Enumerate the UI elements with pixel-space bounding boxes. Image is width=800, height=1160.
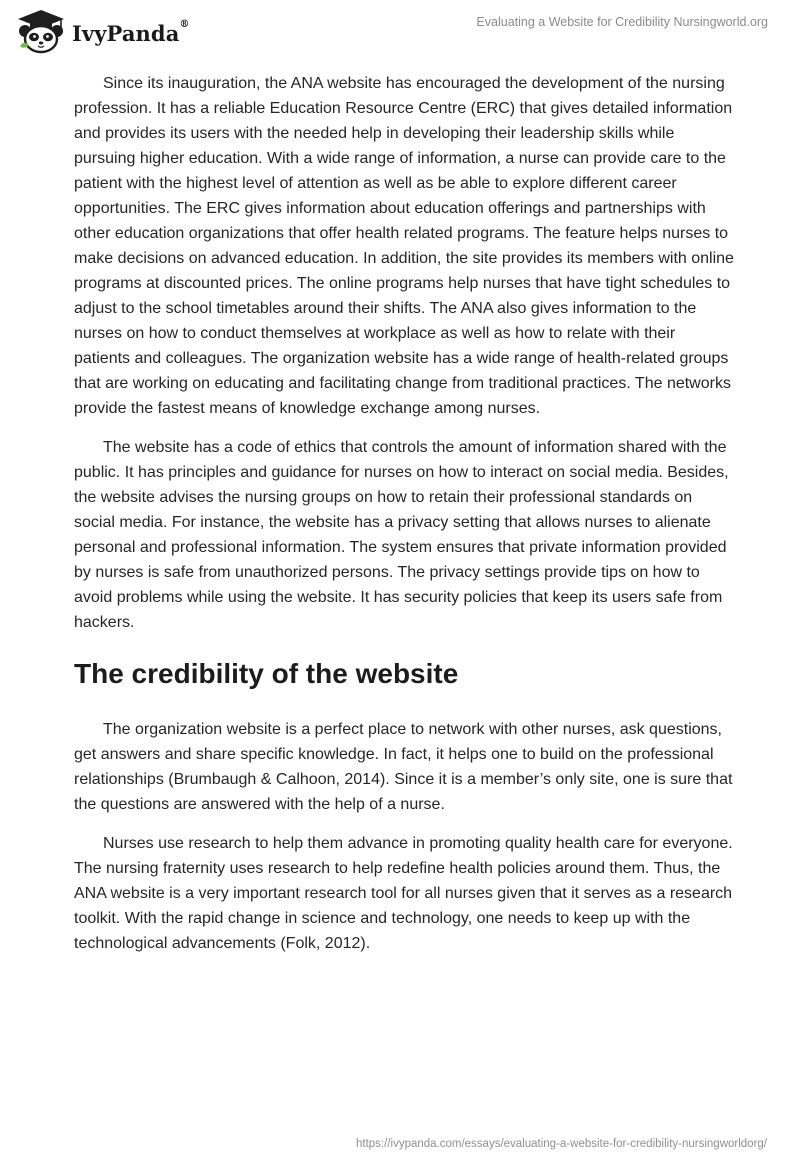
paragraph: Since its inauguration, the ANA website has encouraged the development of the nursing profession. It has a reliable Education Resource Centre (ERC) that gives detailed information and provides its users with the needed help in developing their leadership skills while pursuing higher education. With a wide range of information, a nurse can provide care to the patient with the highest level of attention as well as be able to explore different career opportunities. The ERC gives information about education offerings and partnerships with other education organizations that offer health related programs. The feature helps nurses to make decisions on advanced education. In addition, the site provides its members with online programs at discounted prices. The online programs help nurses that have tight schedules to adjust to the school timetables around their shifts. The ANA also gives information to the nurses on how to conduct themselves at workplace as well as how to relate with their patients and colleagues. The organization website has a wide range of health-related groups that are working on educating and facilitating change from traditional practices. The networks provide the fastest means of knowledge exchange among nurses. bbox=[74, 75, 734, 417]
panda-graduate-icon bbox=[14, 8, 68, 54]
paragraph: The website has a code of ethics that controls the amount of information shared with the public. It has principles and guidance for nurses on how to interact on social media. Besides, the website advises the nursing groups on how to retain their professional standards on social media. For instance, the website has a privacy setting that allows nurses to alienate personal and professional information. The system ensures that private information provided by nurses is safe from unauthorized persons. The privacy settings provide tips on how to avoid problems while using the website. It has security policies that keep its users safe from hackers. bbox=[74, 439, 729, 631]
logo-wordmark: IvyPanda® bbox=[72, 18, 190, 46]
page-header bbox=[0, 0, 800, 60]
section-heading: The credibility of the website bbox=[74, 658, 459, 689]
document-title: Evaluating a Website for Credibility Nursingworld.org bbox=[476, 15, 768, 29]
ivypanda-logo[interactable] bbox=[14, 8, 190, 54]
essay-body bbox=[74, 71, 734, 970]
paragraph: Nurses use research to help them advance in promoting quality health care for everyone. The nursing fraternity uses research to help redefine health policies around them. Thus, the ANA website is a very important research tool for all nurses given that it serves as a research toolkit. With the rapid change in science and technology, one needs to keep up with the technological advancements (Folk, 2012). bbox=[74, 835, 733, 952]
paragraph: The organization website is a perfect place to network with other nurses, ask questions, get answers and share specific knowledge. In fact, it helps one to build on the professional relationships (Brumbaugh & Calhoon, 2014). Since it is a member’s only site, one is sure that the questions are answered with the help of a nurse. bbox=[74, 721, 733, 813]
source-url[interactable]: https://ivypanda.com/essays/evaluating-a-website-for-credibility-nursingworldorg/ bbox=[356, 1138, 767, 1150]
